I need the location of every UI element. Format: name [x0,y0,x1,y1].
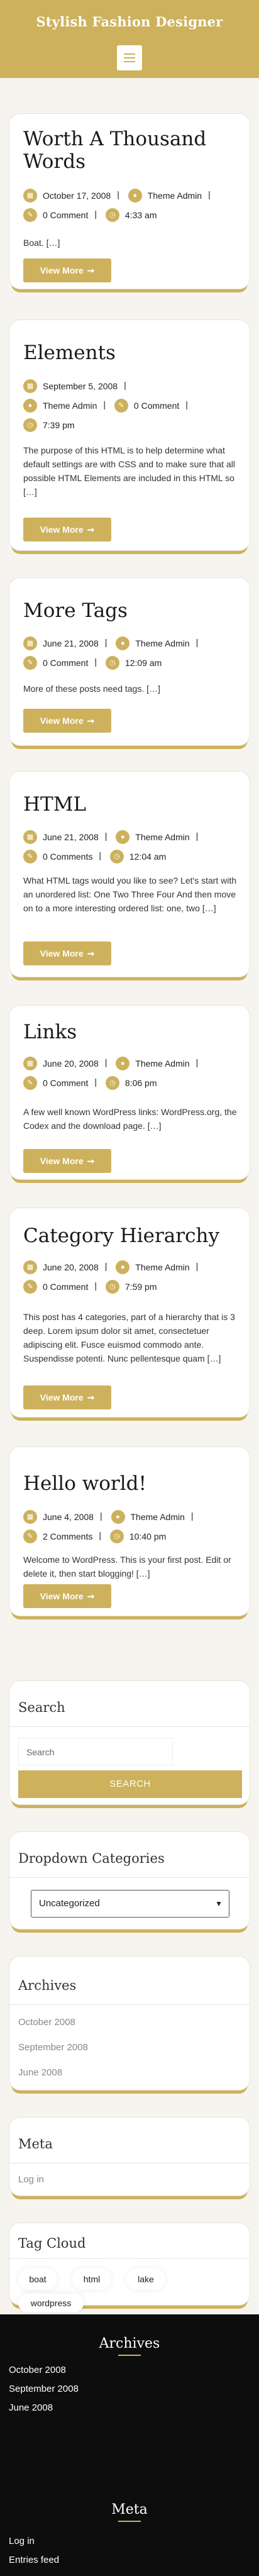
post-author[interactable]: Theme Admin [135,1262,190,1272]
post-comments[interactable]: 0 Comment [133,401,180,411]
view-more-button[interactable] [23,941,111,965]
meta-widget [9,2117,250,2196]
clock-icon: ◷ [23,418,37,432]
tag-link[interactable]: wordpress [18,2294,84,2312]
post-date[interactable]: June 20, 2008 [43,1262,99,1272]
user-icon: ● [128,189,142,203]
comment-icon: ✎ [114,399,128,413]
footer-archive-link[interactable]: June 2008 [9,2402,53,2413]
post-excerpt: Welcome to WordPress. This is your first post. Edit or delete it, then start blogging! […] [23,1555,231,1579]
post-meta-row2: ● Theme Admin | ✎ 0 Comment | [23,398,194,413]
clock-icon: ◷ [106,1076,119,1090]
tag-link[interactable]: html [72,2268,111,2290]
post-title[interactable]: Elements [23,341,116,364]
post-card [9,577,250,746]
site-header [0,0,259,78]
dropdown-categories-widget [9,1831,250,1929]
post-date[interactable]: June 21, 2008 [43,832,99,842]
arrow-right-icon: ➞ [87,265,95,275]
post-meta-row3 [23,418,75,432]
user-icon: ● [116,830,130,844]
divider [9,1726,250,1727]
comment-icon: ✎ [23,850,37,863]
post-comments[interactable]: 0 Comment [43,1282,89,1292]
user-icon: ● [23,399,37,413]
post-meta-row2: ✎ 0 Comment | ◷ 12:09 am [23,655,162,670]
footer-meta-title: Meta [111,2502,148,2518]
post-excerpt: A few well known WordPress links: WordPress.org, the Codex and the download page. […] [23,1107,237,1131]
post-meta-row2: ✎ 0 Comment | ◷ 7:59 pm [23,1279,157,1294]
post-author[interactable]: Theme Admin [135,638,190,648]
post-excerpt: The purpose of this HTML is to help determine what default settings are with CSS and to make sure that all possible HTML Elements are included in this HTML so […] [23,445,235,497]
archive-link[interactable]: June 2008 [18,2067,63,2078]
view-more-button[interactable] [23,1149,111,1173]
post-card [9,319,250,551]
view-more-label: View More [40,1591,84,1601]
footer-archives-title: Archives [99,2336,160,2351]
post-author[interactable]: Theme Admin [135,1058,190,1069]
calendar-icon: ▦ [23,1260,37,1274]
view-more-label: View More [40,265,84,275]
post-meta-row2: ✎ 0 Comment | ◷ 8:06 pm [23,1075,157,1090]
post-meta: ▦ September 5, 2008 | [23,379,133,393]
user-icon: ● [111,1510,125,1524]
post-date[interactable]: June 4, 2008 [43,1512,94,1522]
post-time: 8:06 pm [124,1078,157,1088]
clock-icon: ◷ [106,1280,119,1294]
post-excerpt: What HTML tags would you like to see? Let's start with an unordered list: One Two Three Four And then move on to a more interesting ordered list: one, two […] [23,875,237,913]
post-meta: ▦ June 21, 2008 | ● Theme Admin | [23,636,204,650]
widget-title: Tag Cloud [18,2236,86,2251]
post-comments[interactable]: 0 Comments [43,852,93,862]
clock-icon: ◷ [106,656,119,670]
footer-meta-link[interactable]: Log in [9,2536,35,2546]
arrow-right-icon: ➞ [87,524,95,535]
post-title[interactable]: Worth A Thousand Words [23,128,207,173]
post-card [9,771,250,977]
site-title[interactable]: Stylish Fashion Designer [36,14,223,30]
post-comments[interactable]: 0 Comment [43,1078,89,1088]
view-more-button[interactable] [23,1385,111,1409]
widget-title: Dropdown Categories [18,1851,165,1866]
tag-cloud-widget [9,2223,250,2306]
clock-icon: ◷ [106,208,119,222]
post-comments[interactable]: 0 Comment [43,658,89,668]
post-meta-row2: ✎ 0 Comment | ◷ 4:33 am [23,208,157,222]
view-more-label: View More [40,525,84,535]
view-more-button[interactable] [23,518,111,541]
comment-icon: ✎ [23,1530,37,1543]
arrow-right-icon: ➞ [87,1392,95,1402]
post-card [9,1005,250,1180]
post-excerpt: Boat. […] [23,238,60,248]
footer-archive-link[interactable]: September 2008 [9,2384,79,2394]
arrow-right-icon: ➞ [87,1591,95,1601]
user-icon: ● [116,1260,130,1274]
categories-select-value: Uncategorized [39,1898,100,1909]
post-date[interactable]: October 17, 2008 [43,191,111,201]
post-time: 12:04 am [129,852,167,862]
calendar-icon: ▦ [23,379,37,393]
post-card [9,1208,250,1418]
post-meta: ▦ October 17, 2008 | ● Theme Admin | [23,188,217,203]
post-comments[interactable]: 0 Comment [43,210,89,220]
post-meta: ▦ June 21, 2008 | ● Theme Admin | [23,830,204,844]
post-meta-row2: ✎ 2 Comments | ◷ 10:40 pm [23,1529,166,1543]
widget-title: Meta [18,2136,53,2151]
post-time: 7:39 pm [43,420,75,430]
search-input[interactable]: Search [18,1738,173,1765]
post-title[interactable]: More Tags [23,599,128,622]
clock-icon: ◷ [110,850,124,863]
calendar-icon: ▦ [23,636,37,650]
widget-title: Search [18,1700,65,1715]
view-more-label: View More [40,948,84,958]
footer-meta-link[interactable]: Entries feed [9,2555,60,2565]
arrow-right-icon: ➞ [87,1155,95,1166]
title-underline [118,2355,141,2356]
view-more-label: View More [40,1392,84,1402]
post-card [9,113,250,289]
post-date[interactable]: September 5, 2008 [43,381,118,391]
clock-icon: ◷ [110,1530,124,1543]
categories-select[interactable] [31,1890,229,1918]
chevron-down-icon: ▼ [215,1899,223,1908]
arrow-right-icon: ➞ [87,948,95,958]
divider [9,2004,250,2005]
post-time: 10:40 pm [129,1531,167,1541]
post-meta: ▦ June 20, 2008 | ● Theme Admin | [23,1056,204,1070]
archive-link[interactable]: October 2008 [18,2017,75,2028]
title-underline [118,2521,141,2522]
post-meta: ▦ June 20, 2008 | ● Theme Admin | [23,1260,204,1274]
divider [9,1877,250,1878]
view-more-button[interactable] [23,709,111,733]
post-date[interactable]: June 21, 2008 [43,638,99,648]
post-author[interactable]: Theme Admin [147,191,202,201]
search-widget [9,1680,250,1805]
post-author[interactable]: Theme Admin [43,401,97,411]
comment-icon: ✎ [23,1076,37,1090]
tag-link[interactable]: boat [18,2268,57,2290]
widget-title: Archives [18,1978,77,1993]
calendar-icon: ▦ [23,1510,37,1524]
user-icon: ● [116,636,130,650]
post-date[interactable]: June 20, 2008 [43,1058,99,1069]
view-more-label: View More [40,1156,84,1166]
post-title[interactable]: HTML [23,793,87,816]
post-meta: ▦ June 4, 2008 | ● Theme Admin | [23,1509,200,1524]
calendar-icon: ▦ [23,189,37,203]
archive-link[interactable]: September 2008 [18,2042,88,2053]
view-more-button[interactable] [23,1584,111,1608]
comment-icon: ✎ [23,656,37,670]
user-icon: ● [116,1057,130,1070]
post-card [9,1446,250,1616]
post-author[interactable]: Theme Admin [130,1512,185,1522]
calendar-icon: ▦ [23,1057,37,1070]
post-excerpt: This post has 4 categories, part of a hierarchy that is 3 deep. Lorem ipsum dolor sit amet, consectetuer adipiscing elit. Fusce euismod commodo ante. Suspendisse potenti. Nunc pellentesque quam […] [23,1312,235,1363]
comment-icon: ✎ [23,208,37,222]
calendar-icon: ▦ [23,830,37,844]
search-button[interactable]: SEARCH [18,1770,242,1798]
post-meta-row2: ✎ 0 Comments | ◷ 12:04 am [23,849,166,863]
archives-widget [9,1956,250,2090]
post-time: 7:59 pm [124,1282,157,1292]
meta-link[interactable]: Log in [18,2174,44,2185]
post-title[interactable]: Hello world! [23,1472,146,1495]
post-time: 4:33 am [124,210,157,220]
comment-icon: ✎ [23,1280,37,1294]
post-title[interactable]: Category Hierarchy [23,1224,219,1247]
footer-archive-link[interactable]: October 2008 [9,2365,66,2375]
menu-toggle-button[interactable] [117,45,142,70]
arrow-right-icon: ➞ [87,715,95,726]
tag-link[interactable]: lake [126,2268,165,2290]
post-comments[interactable]: 2 Comments [43,1531,93,1541]
post-time: 12:09 am [124,658,162,668]
post-title[interactable]: Links [23,1021,77,1043]
site-footer [0,2314,259,2576]
divider [9,2258,250,2259]
view-more-label: View More [40,716,84,726]
post-author[interactable]: Theme Admin [135,832,190,842]
post-excerpt: More of these posts need tags. […] [23,684,160,694]
view-more-button[interactable] [23,258,111,282]
